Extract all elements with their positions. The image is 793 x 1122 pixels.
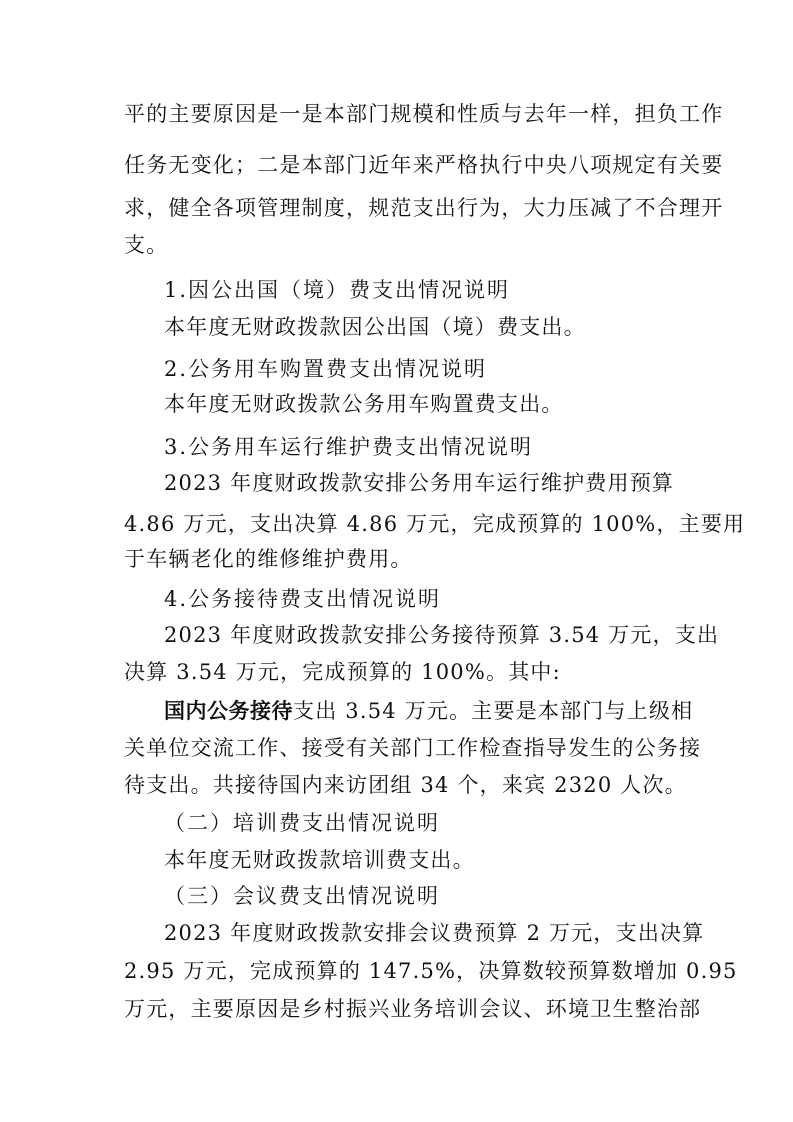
body-text-line: 2023 年度财政拨款安排公务用车运行维护费用预算 (164, 471, 675, 495)
body-text-line: 求，健全各项管理制度，规范支出行为，大力压减了不合理开 (124, 196, 724, 220)
section-heading-2: 2.公务用车购置费支出情况说明 (164, 357, 488, 381)
section-heading-1: 1.因公出国（境）费支出情况说明 (164, 278, 511, 302)
body-text-line: 4.86 万元，支出决算 4.86 万元，完成预算的 100%，主要用 (124, 512, 746, 536)
section-heading-4: 4.公务接待费支出情况说明 (164, 587, 442, 611)
body-text-line: 2023 年度财政拨款安排公务接待预算 3.54 万元，支出 (164, 623, 720, 647)
body-text-line: 于车辆老化的维修维护费用。 (124, 547, 413, 571)
body-text-line: 本年度无财政拨款因公出国（境）费支出。 (164, 315, 586, 339)
inline-text: 支出 3.54 万元。主要是本部门与上级相 (293, 699, 694, 723)
body-text-line: 任务无变化；二是本部门近年来严格执行中央八项规定有关要 (124, 153, 724, 177)
section-heading-meeting: （三）会议费支出情况说明 (164, 884, 440, 908)
body-text-line (164, 696, 694, 726)
section-heading-3: 3.公务用车运行维护费支出情况说明 (164, 435, 534, 459)
body-text-line: 2023 年度财政拨款安排会议费预算 2 万元，支出决算 (164, 921, 705, 945)
body-text-line: 万元，主要原因是乡村振兴业务培训会议、环境卫生整治部 (124, 997, 702, 1021)
body-text-line: 待支出。共接待国内来访团组 34 个，来宾 2320 人次。 (124, 773, 687, 797)
body-text-line: 本年度无财政拨款培训费支出。 (164, 848, 475, 872)
body-text-line: 决算 3.54 万元，完成预算的 100%。其中: (124, 660, 561, 684)
body-text-line: 支。 (124, 233, 169, 257)
body-text-line: 2.95 万元，完成预算的 147.5%，决算数较预算数增加 0.95 (124, 959, 738, 983)
body-text-line: 本年度无财政拨款公务用车购置费支出。 (164, 392, 564, 416)
body-text-line: 关单位交流工作、接受有关部门工作检查指导发生的公务接 (124, 736, 702, 760)
body-text-line: 平的主要原因是一是本部门规模和性质与去年一样，担负工作 (124, 102, 724, 126)
bold-term: 国内公务接待 (164, 699, 293, 723)
section-heading-training: （二）培训费支出情况说明 (164, 811, 440, 835)
